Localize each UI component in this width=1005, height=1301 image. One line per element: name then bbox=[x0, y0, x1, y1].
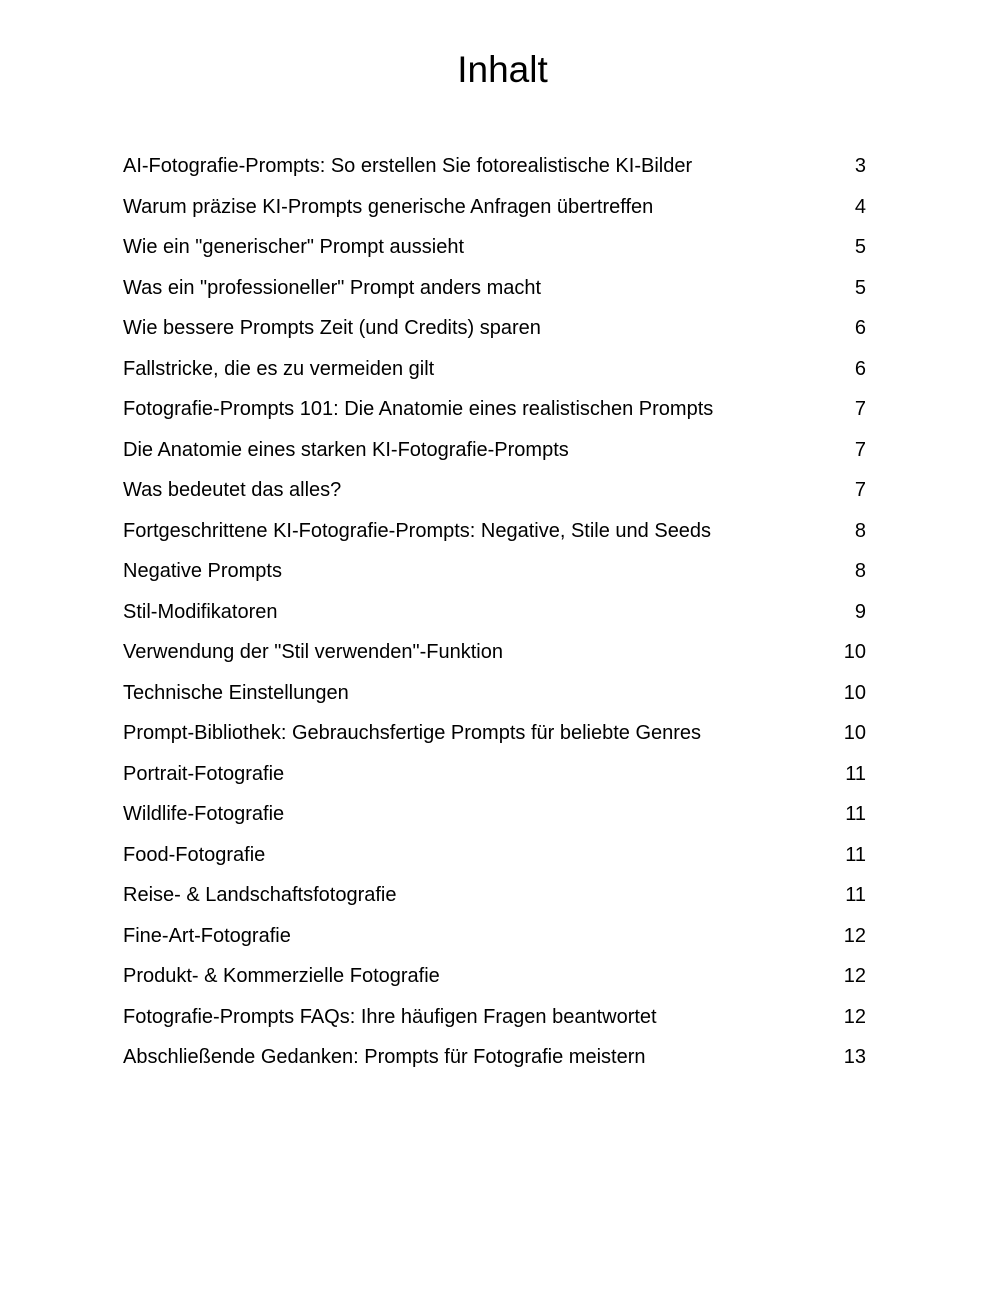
toc-entry-page-number: 7 bbox=[854, 479, 866, 502]
toc-entry-label[interactable]: Negative Prompts bbox=[123, 560, 282, 583]
toc-entry-page-number: 10 bbox=[843, 641, 866, 664]
toc-entry-label[interactable]: Produkt- & Kommerzielle Fotografie bbox=[123, 965, 440, 988]
toc-entry-page-number: 5 bbox=[854, 236, 866, 259]
toc-entry[interactable] bbox=[123, 470, 866, 511]
toc-entry[interactable] bbox=[123, 997, 866, 1038]
toc-entry-label[interactable]: Technische Einstellungen bbox=[123, 681, 349, 704]
toc-entry-page-number: 13 bbox=[843, 1046, 866, 1069]
toc-entry[interactable] bbox=[123, 713, 866, 754]
toc-entry-page-number: 7 bbox=[854, 438, 866, 461]
toc-entry[interactable] bbox=[123, 146, 866, 187]
toc-entry-label[interactable]: Abschließende Gedanken: Prompts für Fotografie meistern bbox=[123, 1046, 646, 1069]
toc-entry-label[interactable]: Food-Fotografie bbox=[123, 843, 266, 866]
toc-entry-page-number: 12 bbox=[843, 924, 866, 947]
toc-entry-label[interactable]: Reise- & Landschaftsfotografie bbox=[123, 884, 397, 907]
toc-entry-label[interactable]: Warum präzise KI-Prompts generische Anfragen übertreffen bbox=[123, 195, 654, 218]
toc-entry-page-number: 6 bbox=[854, 317, 866, 340]
toc-entry-label[interactable]: Fotografie-Prompts 101: Die Anatomie eines realistischen Prompts bbox=[123, 398, 714, 421]
toc-entry-page-number: 12 bbox=[843, 965, 866, 988]
toc-entry[interactable] bbox=[123, 430, 866, 471]
toc-entry-label[interactable]: Wie bessere Prompts Zeit (und Credits) sparen bbox=[123, 317, 541, 340]
toc-entry[interactable] bbox=[123, 956, 866, 997]
toc-entry[interactable] bbox=[123, 187, 866, 228]
toc-entry-label[interactable]: Was bedeutet das alles? bbox=[123, 479, 342, 502]
toc-entry-page-number: 7 bbox=[854, 398, 866, 421]
toc-entry[interactable] bbox=[123, 835, 866, 876]
table-of-contents bbox=[123, 146, 866, 1078]
toc-entry-label[interactable]: Portrait-Fotografie bbox=[123, 762, 285, 785]
toc-entry-label[interactable]: Stil-Modifikatoren bbox=[123, 600, 278, 623]
toc-entry-label[interactable]: Prompt-Bibliothek: Gebrauchsfertige Prompts für beliebte Genres bbox=[123, 722, 702, 745]
toc-entry[interactable] bbox=[123, 916, 866, 957]
toc-entry-page-number: 8 bbox=[854, 560, 866, 583]
toc-entry-page-number: 8 bbox=[854, 519, 866, 542]
toc-entry[interactable] bbox=[123, 632, 866, 673]
toc-entry[interactable] bbox=[123, 551, 866, 592]
toc-entry-label[interactable]: Wie ein "generischer" Prompt aussieht bbox=[123, 236, 465, 259]
toc-entry[interactable] bbox=[123, 794, 866, 835]
toc-entry-label[interactable]: AI-Fotografie-Prompts: So erstellen Sie fotorealistische KI-Bilder bbox=[123, 155, 693, 178]
toc-entry-page-number: 11 bbox=[845, 762, 866, 785]
toc-entry-page-number: 12 bbox=[843, 1005, 866, 1028]
toc-entry-label[interactable]: Die Anatomie eines starken KI-Fotografie-Prompts bbox=[123, 438, 569, 461]
toc-entry-page-number: 10 bbox=[843, 681, 866, 704]
toc-entry-page-number: 11 bbox=[845, 803, 866, 826]
toc-entry[interactable] bbox=[123, 1037, 866, 1078]
toc-entry-page-number: 9 bbox=[854, 600, 866, 623]
toc-entry[interactable] bbox=[123, 875, 866, 916]
toc-entry[interactable] bbox=[123, 349, 866, 390]
toc-entry-page-number: 11 bbox=[845, 843, 866, 866]
toc-entry-page-number: 6 bbox=[854, 357, 866, 380]
toc-entry-label[interactable]: Fine-Art-Fotografie bbox=[123, 924, 291, 947]
page-title: Inhalt bbox=[457, 49, 548, 90]
toc-entry-page-number: 5 bbox=[854, 276, 866, 299]
toc-entry[interactable] bbox=[123, 227, 866, 268]
toc-entry[interactable] bbox=[123, 673, 866, 714]
toc-entry[interactable] bbox=[123, 754, 866, 795]
toc-entry[interactable] bbox=[123, 592, 866, 633]
toc-entry-page-number: 3 bbox=[854, 155, 866, 178]
toc-entry-label[interactable]: Fortgeschrittene KI-Fotografie-Prompts: Negative, Stile und Seeds bbox=[123, 519, 712, 542]
toc-entry-label[interactable]: Was ein "professioneller" Prompt anders macht bbox=[123, 276, 542, 299]
toc-entry-label[interactable]: Fallstricke, die es zu vermeiden gilt bbox=[123, 357, 435, 380]
toc-entry[interactable] bbox=[123, 389, 866, 430]
toc-entry-label[interactable]: Verwendung der "Stil verwenden"-Funktion bbox=[123, 641, 503, 664]
toc-entry[interactable] bbox=[123, 308, 866, 349]
toc-entry-page-number: 11 bbox=[845, 884, 866, 907]
toc-entry-page-number: 10 bbox=[843, 722, 866, 745]
toc-entry-label[interactable]: Wildlife-Fotografie bbox=[123, 803, 285, 826]
toc-entry-page-number: 4 bbox=[854, 195, 866, 218]
toc-entry[interactable] bbox=[123, 511, 866, 552]
toc-entry[interactable] bbox=[123, 268, 866, 309]
toc-entry-label[interactable]: Fotografie-Prompts FAQs: Ihre häufigen Fragen beantwortet bbox=[123, 1005, 657, 1028]
